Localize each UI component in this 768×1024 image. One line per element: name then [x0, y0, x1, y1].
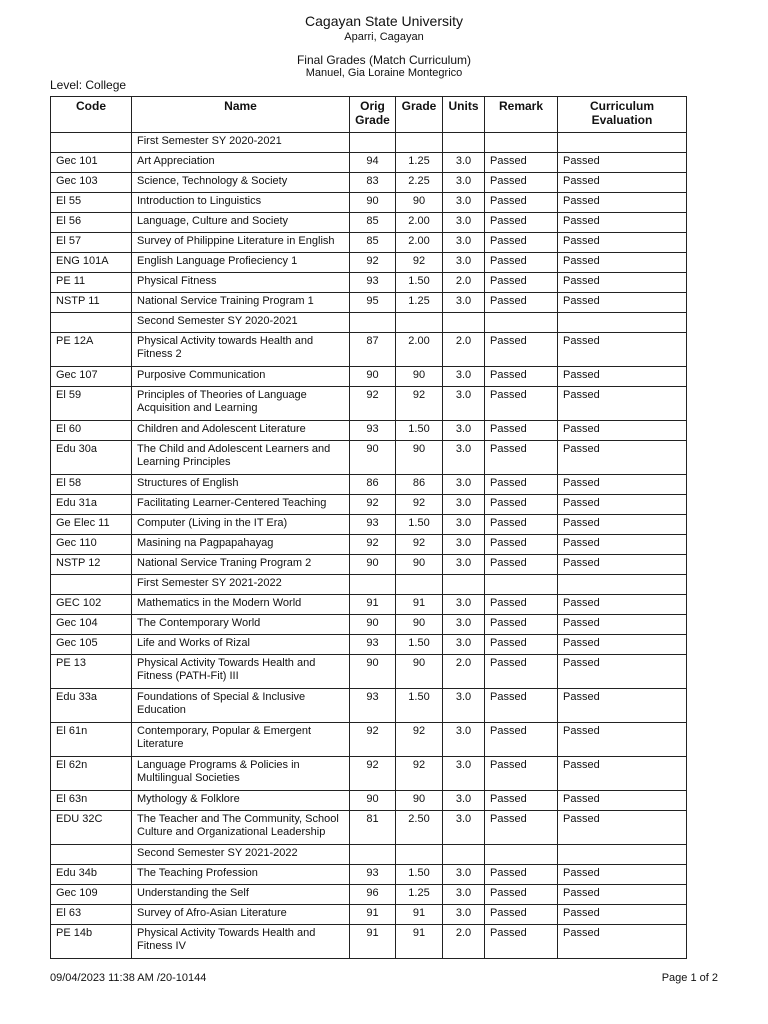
course-code: Gec 110: [51, 535, 132, 555]
remark: Passed: [485, 555, 558, 575]
orig-grade: 90: [350, 193, 396, 213]
remark: Passed: [485, 885, 558, 905]
grade: 1.25: [396, 885, 443, 905]
units: 3.0: [443, 757, 485, 791]
grade: 90: [396, 441, 443, 475]
units: 3.0: [443, 387, 485, 421]
remark: Passed: [485, 635, 558, 655]
course-row: [51, 233, 687, 253]
units: 3.0: [443, 811, 485, 845]
remark: Passed: [485, 253, 558, 273]
orig-grade: 91: [350, 595, 396, 615]
course-name: Contemporary, Popular & Emergent Literature: [132, 723, 350, 757]
remark: Passed: [485, 213, 558, 233]
curriculum-evaluation: Passed: [558, 515, 687, 535]
grade: 92: [396, 495, 443, 515]
course-name: National Service Traning Program 2: [132, 555, 350, 575]
course-row: [51, 173, 687, 193]
curriculum-evaluation: Passed: [558, 173, 687, 193]
grades-table-body: [51, 133, 687, 959]
section-units-cell: [443, 575, 485, 595]
semester-section-row: [51, 313, 687, 333]
section-eval-cell: [558, 313, 687, 333]
course-name: Masining na Pagpapahayag: [132, 535, 350, 555]
course-code: EDU 32C: [51, 811, 132, 845]
section-grade-cell: [396, 313, 443, 333]
section-code-cell: [51, 845, 132, 865]
orig-grade: 86: [350, 475, 396, 495]
course-row: [51, 213, 687, 233]
course-name: Language, Culture and Society: [132, 213, 350, 233]
semester-section-row: [51, 575, 687, 595]
course-row: [51, 273, 687, 293]
course-code: PE 14b: [51, 925, 132, 959]
course-row: [51, 689, 687, 723]
units: 3.0: [443, 635, 485, 655]
course-code: El 63: [51, 905, 132, 925]
curriculum-evaluation: Passed: [558, 555, 687, 575]
orig-grade: 87: [350, 333, 396, 367]
course-name: Science, Technology & Society: [132, 173, 350, 193]
course-name: Computer (Living in the IT Era): [132, 515, 350, 535]
units: 2.0: [443, 655, 485, 689]
curriculum-evaluation: Passed: [558, 193, 687, 213]
course-row: [51, 791, 687, 811]
course-name: Facilitating Learner-Centered Teaching: [132, 495, 350, 515]
semester-label: First Semester SY 2020-2021: [132, 133, 350, 153]
grade: 90: [396, 615, 443, 635]
course-row: [51, 615, 687, 635]
units: 3.0: [443, 233, 485, 253]
grade: 91: [396, 595, 443, 615]
grade: 92: [396, 723, 443, 757]
units: 3.0: [443, 213, 485, 233]
course-name: English Language Profieciency 1: [132, 253, 350, 273]
units: 3.0: [443, 555, 485, 575]
orig-grade: 93: [350, 635, 396, 655]
orig-grade: 93: [350, 421, 396, 441]
curriculum-evaluation: Passed: [558, 153, 687, 173]
course-code: PE 13: [51, 655, 132, 689]
grade: 1.25: [396, 153, 443, 173]
remark: Passed: [485, 173, 558, 193]
course-row: [51, 387, 687, 421]
course-code: NSTP 11: [51, 293, 132, 313]
orig-grade: 85: [350, 213, 396, 233]
course-row: [51, 723, 687, 757]
course-name: The Teacher and The Community, School Culture and Organizational Leadership: [132, 811, 350, 845]
section-units-cell: [443, 133, 485, 153]
grade: 1.50: [396, 273, 443, 293]
remark: Passed: [485, 723, 558, 757]
grade: 90: [396, 555, 443, 575]
course-code: PE 12A: [51, 333, 132, 367]
course-row: [51, 635, 687, 655]
orig-grade: 95: [350, 293, 396, 313]
units: 3.0: [443, 515, 485, 535]
remark: Passed: [485, 925, 558, 959]
grade: 92: [396, 387, 443, 421]
remark: Passed: [485, 475, 558, 495]
units: 2.0: [443, 925, 485, 959]
course-name: Structures of English: [132, 475, 350, 495]
orig-grade: 92: [350, 253, 396, 273]
course-code: Edu 31a: [51, 495, 132, 515]
remark: Passed: [485, 273, 558, 293]
course-code: El 56: [51, 213, 132, 233]
student-name: Manuel, Gia Loraine Montegrico: [305, 67, 463, 79]
course-row: [51, 515, 687, 535]
course-row: [51, 475, 687, 495]
course-code: NSTP 12: [51, 555, 132, 575]
units: 3.0: [443, 153, 485, 173]
remark: Passed: [485, 791, 558, 811]
units: 2.0: [443, 273, 485, 293]
course-code: El 57: [51, 233, 132, 253]
course-name: National Service Training Program 1: [132, 293, 350, 313]
course-name: Physical Activity Towards Health and Fitness IV: [132, 925, 350, 959]
orig-grade: 92: [350, 495, 396, 515]
course-row: [51, 757, 687, 791]
course-row: [51, 811, 687, 845]
remark: Passed: [485, 367, 558, 387]
grade: 1.50: [396, 865, 443, 885]
section-code-cell: [51, 133, 132, 153]
units: 3.0: [443, 905, 485, 925]
curriculum-evaluation: Passed: [558, 421, 687, 441]
section-grade-cell: [396, 845, 443, 865]
units: 3.0: [443, 253, 485, 273]
remark: Passed: [485, 441, 558, 475]
orig-grade: 90: [350, 615, 396, 635]
orig-grade: 90: [350, 655, 396, 689]
units: 3.0: [443, 615, 485, 635]
course-code: Gec 107: [51, 367, 132, 387]
course-row: [51, 535, 687, 555]
section-eval-cell: [558, 133, 687, 153]
grade: 1.50: [396, 689, 443, 723]
course-name: Mythology & Folklore: [132, 791, 350, 811]
remark: Passed: [485, 535, 558, 555]
page-indicator: Page 1 of 2: [661, 972, 718, 984]
course-name: Art Appreciation: [132, 153, 350, 173]
course-row: [51, 885, 687, 905]
remark: Passed: [485, 233, 558, 253]
grade: 1.50: [396, 515, 443, 535]
course-code: El 58: [51, 475, 132, 495]
units: 3.0: [443, 723, 485, 757]
units: 3.0: [443, 173, 485, 193]
grade: 2.00: [396, 213, 443, 233]
grade: 91: [396, 925, 443, 959]
units: 3.0: [443, 495, 485, 515]
university-name: Cagayan State University: [305, 13, 463, 29]
curriculum-evaluation: Passed: [558, 811, 687, 845]
course-code: Gec 104: [51, 615, 132, 635]
campus-name: Aparri, Cagayan: [344, 31, 424, 43]
course-code: PE 11: [51, 273, 132, 293]
curriculum-evaluation: Passed: [558, 293, 687, 313]
orig-grade: 91: [350, 905, 396, 925]
orig-grade: 92: [350, 757, 396, 791]
table-header-row: [51, 97, 687, 133]
units: 3.0: [443, 689, 485, 723]
curriculum-evaluation: Passed: [558, 615, 687, 635]
grade: 91: [396, 905, 443, 925]
units: 3.0: [443, 791, 485, 811]
orig-grade: 92: [350, 535, 396, 555]
grade: 90: [396, 791, 443, 811]
column-header-name: Name: [132, 97, 350, 133]
footer-timestamp: 09/04/2023 11:38 AM /20-10144: [50, 972, 207, 984]
grades-table: [50, 96, 687, 959]
remark: Passed: [485, 421, 558, 441]
remark: Passed: [485, 811, 558, 845]
curriculum-evaluation: Passed: [558, 475, 687, 495]
column-header-curriculum-evaluation: Curriculum Evaluation: [558, 97, 687, 133]
section-remark-cell: [485, 575, 558, 595]
grade: 86: [396, 475, 443, 495]
curriculum-evaluation: Passed: [558, 791, 687, 811]
course-row: [51, 293, 687, 313]
remark: Passed: [485, 293, 558, 313]
grade: 92: [396, 253, 443, 273]
section-eval-cell: [558, 575, 687, 595]
course-name: The Teaching Profession: [132, 865, 350, 885]
orig-grade: 93: [350, 865, 396, 885]
curriculum-evaluation: Passed: [558, 885, 687, 905]
course-code: El 62n: [51, 757, 132, 791]
section-remark-cell: [485, 845, 558, 865]
course-name: Survey of Philippine Literature in English: [132, 233, 350, 253]
grade: 1.50: [396, 635, 443, 655]
course-name: Principles of Theories of Language Acquisition and Learning: [132, 387, 350, 421]
course-code: Edu 30a: [51, 441, 132, 475]
course-row: [51, 865, 687, 885]
column-header-remark: Remark: [485, 97, 558, 133]
course-row: [51, 441, 687, 475]
course-row: [51, 925, 687, 959]
orig-grade: 90: [350, 555, 396, 575]
course-row: [51, 905, 687, 925]
course-row: [51, 153, 687, 173]
grade: 90: [396, 655, 443, 689]
section-orig-cell: [350, 133, 396, 153]
grade: 2.00: [396, 233, 443, 253]
semester-section-row: [51, 845, 687, 865]
course-name: Physical Activity Towards Health and Fitness (PATH-Fit) III: [132, 655, 350, 689]
course-code: Gec 105: [51, 635, 132, 655]
orig-grade: 90: [350, 367, 396, 387]
remark: Passed: [485, 495, 558, 515]
orig-grade: 83: [350, 173, 396, 193]
section-units-cell: [443, 313, 485, 333]
units: 3.0: [443, 421, 485, 441]
section-orig-cell: [350, 845, 396, 865]
remark: Passed: [485, 193, 558, 213]
course-name: Physical Fitness: [132, 273, 350, 293]
course-code: Gec 109: [51, 885, 132, 905]
orig-grade: 92: [350, 723, 396, 757]
orig-grade: 93: [350, 515, 396, 535]
remark: Passed: [485, 387, 558, 421]
course-row: [51, 595, 687, 615]
units: 3.0: [443, 193, 485, 213]
orig-grade: 96: [350, 885, 396, 905]
curriculum-evaluation: Passed: [558, 723, 687, 757]
units: 2.0: [443, 333, 485, 367]
curriculum-evaluation: Passed: [558, 441, 687, 475]
section-grade-cell: [396, 575, 443, 595]
remark: Passed: [485, 689, 558, 723]
course-name: Physical Activity towards Health and Fitness 2: [132, 333, 350, 367]
units: 3.0: [443, 885, 485, 905]
curriculum-evaluation: Passed: [558, 635, 687, 655]
curriculum-evaluation: Passed: [558, 387, 687, 421]
column-header-orig-grade: Orig Grade: [350, 97, 396, 133]
grade: 2.25: [396, 173, 443, 193]
course-name: Purposive Communication: [132, 367, 350, 387]
curriculum-evaluation: Passed: [558, 757, 687, 791]
section-units-cell: [443, 845, 485, 865]
grade: 2.50: [396, 811, 443, 845]
semester-label: Second Semester SY 2020-2021: [132, 313, 350, 333]
curriculum-evaluation: Passed: [558, 689, 687, 723]
section-remark-cell: [485, 133, 558, 153]
grade: 92: [396, 757, 443, 791]
remark: Passed: [485, 615, 558, 635]
remark: Passed: [485, 515, 558, 535]
curriculum-evaluation: Passed: [558, 495, 687, 515]
column-header-code: Code: [51, 97, 132, 133]
section-grade-cell: [396, 133, 443, 153]
course-row: [51, 333, 687, 367]
course-row: [51, 555, 687, 575]
semester-label: First Semester SY 2021-2022: [132, 575, 350, 595]
units: 3.0: [443, 293, 485, 313]
grade: 2.00: [396, 333, 443, 367]
remark: Passed: [485, 153, 558, 173]
course-code: El 63n: [51, 791, 132, 811]
units: 3.0: [443, 595, 485, 615]
remark: Passed: [485, 757, 558, 791]
course-name: Understanding the Self: [132, 885, 350, 905]
course-code: Edu 34b: [51, 865, 132, 885]
grade: 92: [396, 535, 443, 555]
orig-grade: 94: [350, 153, 396, 173]
remark: Passed: [485, 905, 558, 925]
level-label: Level: College: [50, 78, 127, 92]
course-row: [51, 193, 687, 213]
curriculum-evaluation: Passed: [558, 367, 687, 387]
grade: 1.25: [396, 293, 443, 313]
document-header: [0, 12, 768, 80]
orig-grade: 90: [350, 441, 396, 475]
curriculum-evaluation: Passed: [558, 273, 687, 293]
course-name: Survey of Afro-Asian Literature: [132, 905, 350, 925]
course-code: Gec 101: [51, 153, 132, 173]
course-row: [51, 253, 687, 273]
course-code: El 59: [51, 387, 132, 421]
curriculum-evaluation: Passed: [558, 253, 687, 273]
column-header-grade: Grade: [396, 97, 443, 133]
semester-section-row: [51, 133, 687, 153]
orig-grade: 92: [350, 387, 396, 421]
course-code: ENG 101A: [51, 253, 132, 273]
course-code: Ge Elec 11: [51, 515, 132, 535]
curriculum-evaluation: Passed: [558, 905, 687, 925]
curriculum-evaluation: Passed: [558, 655, 687, 689]
course-row: [51, 421, 687, 441]
section-code-cell: [51, 575, 132, 595]
remark: Passed: [485, 333, 558, 367]
course-name: Mathematics in the Modern World: [132, 595, 350, 615]
orig-grade: 85: [350, 233, 396, 253]
remark: Passed: [485, 865, 558, 885]
orig-grade: 93: [350, 273, 396, 293]
course-code: El 60: [51, 421, 132, 441]
orig-grade: 91: [350, 925, 396, 959]
course-name: Introduction to Linguistics: [132, 193, 350, 213]
column-header-units: Units: [443, 97, 485, 133]
section-orig-cell: [350, 575, 396, 595]
course-code: Edu 33a: [51, 689, 132, 723]
curriculum-evaluation: Passed: [558, 233, 687, 253]
course-row: [51, 495, 687, 515]
curriculum-evaluation: Passed: [558, 865, 687, 885]
remark: Passed: [485, 595, 558, 615]
section-eval-cell: [558, 845, 687, 865]
course-name: The Contemporary World: [132, 615, 350, 635]
units: 3.0: [443, 535, 485, 555]
course-row: [51, 655, 687, 689]
grade: 1.50: [396, 421, 443, 441]
section-code-cell: [51, 313, 132, 333]
units: 3.0: [443, 475, 485, 495]
course-name: Children and Adolescent Literature: [132, 421, 350, 441]
section-remark-cell: [485, 313, 558, 333]
course-name: The Child and Adolescent Learners and Learning Principles: [132, 441, 350, 475]
curriculum-evaluation: Passed: [558, 595, 687, 615]
section-orig-cell: [350, 313, 396, 333]
units: 3.0: [443, 441, 485, 475]
orig-grade: 93: [350, 689, 396, 723]
course-name: Foundations of Special & Inclusive Education: [132, 689, 350, 723]
course-code: El 61n: [51, 723, 132, 757]
report-title: Final Grades (Match Curriculum): [296, 53, 472, 67]
curriculum-evaluation: Passed: [558, 535, 687, 555]
course-name: Language Programs & Policies in Multilingual Societies: [132, 757, 350, 791]
course-name: Life and Works of Rizal: [132, 635, 350, 655]
curriculum-evaluation: Passed: [558, 333, 687, 367]
curriculum-evaluation: Passed: [558, 925, 687, 959]
orig-grade: 90: [350, 791, 396, 811]
grade: 90: [396, 367, 443, 387]
orig-grade: 81: [350, 811, 396, 845]
remark: Passed: [485, 655, 558, 689]
course-code: GEC 102: [51, 595, 132, 615]
units: 3.0: [443, 367, 485, 387]
grade: 90: [396, 193, 443, 213]
curriculum-evaluation: Passed: [558, 213, 687, 233]
units: 3.0: [443, 865, 485, 885]
semester-label: Second Semester SY 2021-2022: [132, 845, 350, 865]
course-code: El 55: [51, 193, 132, 213]
course-row: [51, 367, 687, 387]
course-code: Gec 103: [51, 173, 132, 193]
